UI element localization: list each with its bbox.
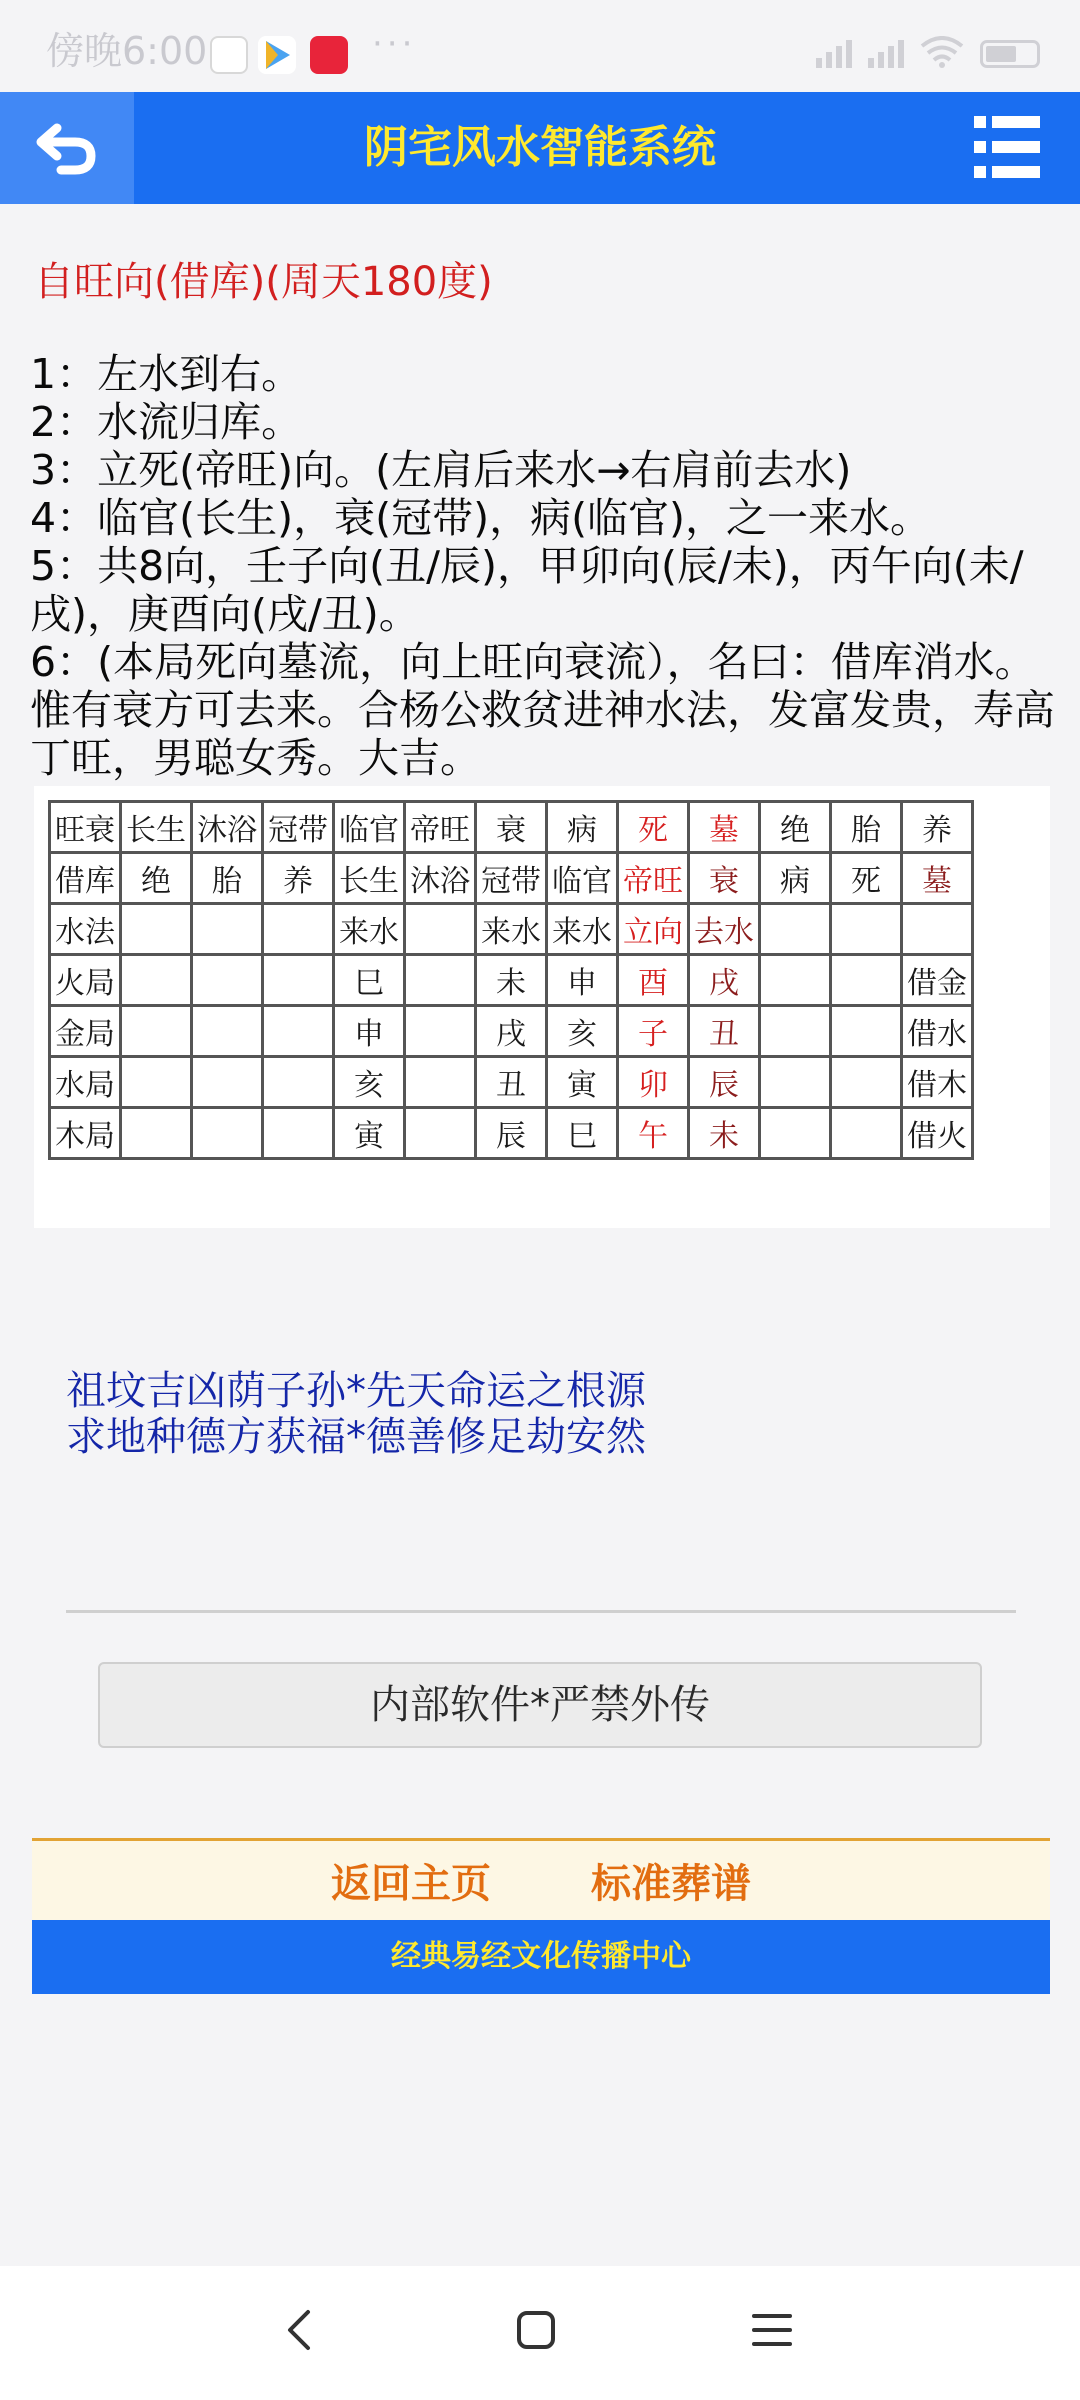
table-cell bbox=[405, 904, 476, 955]
table-cell: 戌 bbox=[689, 955, 760, 1006]
table-cell bbox=[902, 904, 973, 955]
table-cell: 立向 bbox=[618, 904, 689, 955]
table-cell: 借木 bbox=[902, 1057, 973, 1108]
table-cell bbox=[192, 1006, 263, 1057]
table-cell: 水法 bbox=[50, 904, 121, 955]
table-cell: 丑 bbox=[689, 1006, 760, 1057]
motto-text bbox=[66, 1368, 646, 1460]
table-cell: 帝旺 bbox=[618, 853, 689, 904]
table-cell bbox=[405, 1057, 476, 1108]
table-cell: 来水 bbox=[547, 904, 618, 955]
table-cell: 未 bbox=[476, 955, 547, 1006]
table-cell: 绝 bbox=[121, 853, 192, 904]
app-header bbox=[0, 92, 1080, 204]
footer-links bbox=[32, 1838, 1050, 1920]
table-cell: 帝旺 bbox=[405, 802, 476, 853]
page-title: 阴宅风水智能系统 bbox=[364, 122, 716, 173]
table-cell bbox=[121, 1108, 192, 1159]
table-cell: 亥 bbox=[334, 1057, 405, 1108]
play-store-icon bbox=[258, 36, 296, 74]
status-indicators bbox=[816, 28, 1040, 68]
table-cell bbox=[263, 1006, 334, 1057]
menu-button[interactable] bbox=[974, 116, 1040, 178]
status-time: 傍晚6:00 bbox=[46, 29, 208, 73]
rule-item: 4：临官(长生)，衰(冠带)，病(临官)，之一来水。 bbox=[30, 494, 932, 542]
signal-icon bbox=[816, 40, 852, 68]
table-cell: 申 bbox=[547, 955, 618, 1006]
rules-list bbox=[30, 350, 1060, 782]
table-cell: 长生 bbox=[121, 802, 192, 853]
table-cell: 金局 bbox=[50, 1006, 121, 1057]
table-cell: 借金 bbox=[902, 955, 973, 1006]
table-cell: 子 bbox=[618, 1006, 689, 1057]
table-cell bbox=[760, 955, 831, 1006]
table-cell: 死 bbox=[618, 802, 689, 853]
table-cell bbox=[831, 955, 902, 1006]
table-cell bbox=[121, 904, 192, 955]
standard-burial-link[interactable]: 标准葬谱 bbox=[591, 1861, 751, 1907]
table-cell: 水局 bbox=[50, 1057, 121, 1108]
table-cell: 酉 bbox=[618, 955, 689, 1006]
nav-recents-icon[interactable] bbox=[742, 2300, 802, 2360]
table-row bbox=[50, 904, 973, 955]
table-cell bbox=[760, 1006, 831, 1057]
rule-item: 1：左水到右。 bbox=[30, 350, 303, 398]
table-cell bbox=[192, 1108, 263, 1159]
table-cell: 未 bbox=[689, 1108, 760, 1159]
section-subtitle: 自旺向(借库)(周天180度) bbox=[34, 259, 493, 305]
wifi-icon bbox=[920, 36, 964, 68]
table-cell: 戌 bbox=[476, 1006, 547, 1057]
nav-home-icon[interactable] bbox=[506, 2300, 566, 2360]
list-menu-icon bbox=[974, 116, 1040, 178]
app-notification-icon bbox=[210, 36, 248, 74]
table-cell: 墓 bbox=[902, 853, 973, 904]
rule-item: 2：水流归库。 bbox=[30, 398, 303, 446]
signal-icon-2 bbox=[868, 40, 904, 68]
table-cell bbox=[192, 955, 263, 1006]
table-cell: 卯 bbox=[618, 1057, 689, 1108]
table-cell: 辰 bbox=[476, 1108, 547, 1159]
table-cell bbox=[121, 1006, 192, 1057]
table-cell: 亥 bbox=[547, 1006, 618, 1057]
rule-item: 5：共8向，壬子向(丑/辰)，甲卯向(辰/未)，丙午向(未/戌)，庚酉向(戌/丑)。 bbox=[30, 542, 1024, 638]
table-cell bbox=[263, 1108, 334, 1159]
table-row bbox=[50, 853, 973, 904]
table-cell: 养 bbox=[263, 853, 334, 904]
table-cell bbox=[192, 904, 263, 955]
table-cell bbox=[831, 904, 902, 955]
table-cell: 胎 bbox=[192, 853, 263, 904]
more-notifications-icon: ··· bbox=[372, 24, 417, 64]
home-link[interactable]: 返回主页 bbox=[331, 1861, 491, 1907]
table-cell bbox=[405, 1006, 476, 1057]
table-cell: 墓 bbox=[689, 802, 760, 853]
table-cell: 寅 bbox=[547, 1057, 618, 1108]
table-row bbox=[50, 802, 973, 853]
table-cell: 冠带 bbox=[476, 853, 547, 904]
table-cell: 借水 bbox=[902, 1006, 973, 1057]
table-cell: 绝 bbox=[760, 802, 831, 853]
table-cell: 胎 bbox=[831, 802, 902, 853]
table-cell bbox=[121, 1057, 192, 1108]
table-cell: 借库 bbox=[50, 853, 121, 904]
table-cell bbox=[760, 1108, 831, 1159]
table-cell: 丑 bbox=[476, 1057, 547, 1108]
table-cell bbox=[405, 955, 476, 1006]
table-row bbox=[50, 1057, 973, 1108]
table-cell: 病 bbox=[547, 802, 618, 853]
back-button[interactable] bbox=[0, 92, 134, 204]
motto-line: 祖坟吉凶荫子孙*先天命运之根源 bbox=[66, 1368, 646, 1414]
table-cell bbox=[192, 1057, 263, 1108]
table-cell: 衰 bbox=[476, 802, 547, 853]
table-cell bbox=[263, 955, 334, 1006]
table-row bbox=[50, 955, 973, 1006]
xiaohongshu-icon bbox=[310, 36, 348, 74]
notice-button[interactable]: 内部软件*严禁外传 bbox=[98, 1662, 982, 1748]
table-cell bbox=[405, 1108, 476, 1159]
table-cell: 木局 bbox=[50, 1108, 121, 1159]
table-cell: 借火 bbox=[902, 1108, 973, 1159]
table-cell: 巳 bbox=[547, 1108, 618, 1159]
rule-item: 6：(本局死向墓流，向上旺向衰流），名曰：借库消水。惟有衰方可去来。合杨公救贫进神水法，发富发贵，寿高丁旺，男聪女秀。大吉。 bbox=[30, 638, 1055, 782]
table-cell: 巳 bbox=[334, 955, 405, 1006]
table-cell bbox=[831, 1108, 902, 1159]
table-cell: 冠带 bbox=[263, 802, 334, 853]
table-cell: 临官 bbox=[547, 853, 618, 904]
table-row bbox=[50, 1006, 973, 1057]
table-cell: 沐浴 bbox=[192, 802, 263, 853]
table-row bbox=[50, 1108, 973, 1159]
table-cell: 衰 bbox=[689, 853, 760, 904]
fengshui-table bbox=[48, 800, 974, 1160]
table-cell: 去水 bbox=[689, 904, 760, 955]
status-bar bbox=[0, 0, 1080, 92]
divider bbox=[66, 1610, 1016, 1613]
table-cell: 来水 bbox=[476, 904, 547, 955]
battery-icon bbox=[980, 40, 1040, 68]
table-cell: 午 bbox=[618, 1108, 689, 1159]
table-cell: 沐浴 bbox=[405, 853, 476, 904]
table-cell: 旺衰 bbox=[50, 802, 121, 853]
table-cell: 申 bbox=[334, 1006, 405, 1057]
system-nav-bar bbox=[0, 2266, 1080, 2400]
nav-back-icon[interactable] bbox=[270, 2300, 330, 2360]
table-cell: 长生 bbox=[334, 853, 405, 904]
table-cell bbox=[263, 1057, 334, 1108]
back-arrow-icon bbox=[35, 120, 99, 176]
table-cell: 临官 bbox=[334, 802, 405, 853]
table-cell bbox=[263, 904, 334, 955]
table-cell: 寅 bbox=[334, 1108, 405, 1159]
table-cell bbox=[121, 955, 192, 1006]
table-cell bbox=[831, 1057, 902, 1108]
footer-banner: 经典易经文化传播中心 bbox=[32, 1920, 1050, 1994]
table-cell: 来水 bbox=[334, 904, 405, 955]
table-cell: 死 bbox=[831, 853, 902, 904]
table-cell: 辰 bbox=[689, 1057, 760, 1108]
motto-line: 求地种德方获福*德善修足劫安然 bbox=[66, 1414, 646, 1460]
table-cell bbox=[760, 1057, 831, 1108]
fengshui-table-container bbox=[34, 786, 1050, 1228]
rule-item: 3：立死(帝旺)向。(左肩后来水→右肩前去水) bbox=[30, 446, 852, 494]
table-cell: 火局 bbox=[50, 955, 121, 1006]
table-cell bbox=[760, 904, 831, 955]
table-cell: 养 bbox=[902, 802, 973, 853]
table-cell: 病 bbox=[760, 853, 831, 904]
table-cell bbox=[831, 1006, 902, 1057]
